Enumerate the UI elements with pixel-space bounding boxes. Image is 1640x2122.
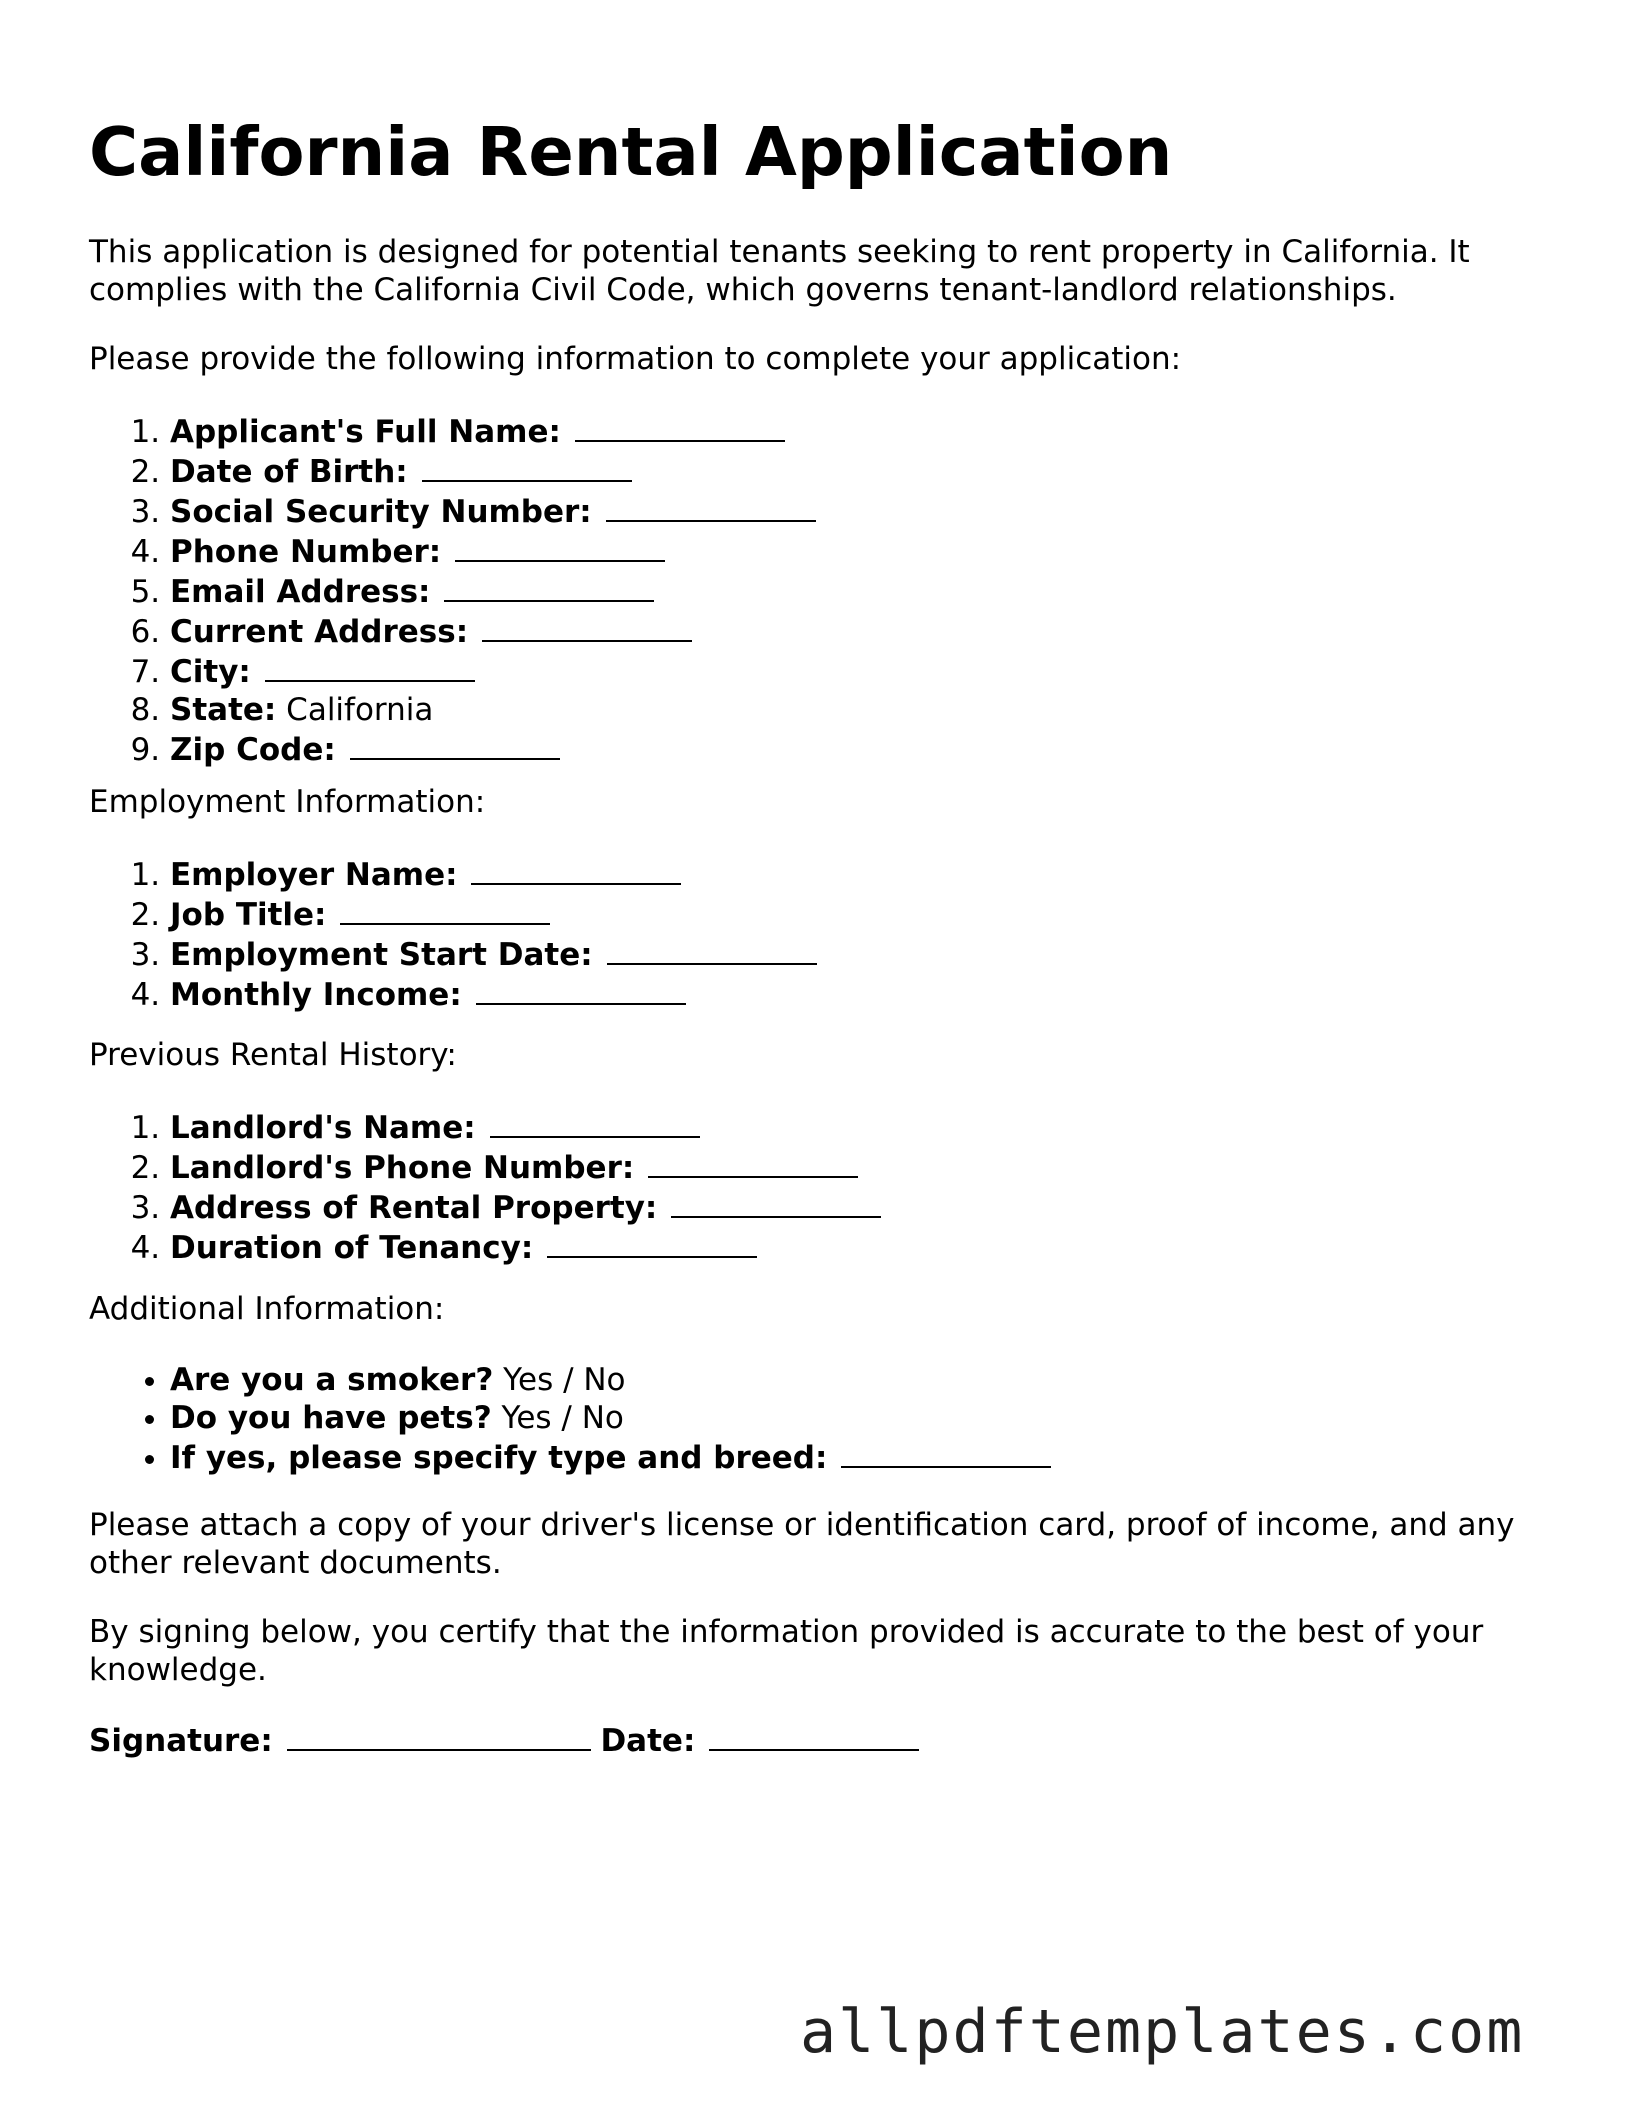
smoker-choice[interactable]: Yes / No [503,1362,626,1398]
date-of-birth-field[interactable] [422,451,632,482]
landlord-name-field[interactable] [490,1107,700,1138]
field-label: Current Address: [170,614,469,650]
field-label: Applicant's Full Name: [170,414,561,450]
rental-history-list [89,1107,881,1267]
field-label: Duration of Tenancy: [170,1230,534,1266]
landlord-phone-field[interactable] [648,1147,858,1178]
field-label: Social Security Number: [170,494,592,530]
field-label: Phone Number: [170,534,442,570]
list-item [170,934,817,974]
list-item [170,1437,1051,1477]
field-label: Date of Birth: [170,454,408,490]
ssn-field[interactable] [606,491,816,522]
pets-choice[interactable]: Yes / No [501,1400,624,1436]
signature-field[interactable] [287,1720,591,1751]
watermark-text: allpdftemplates.com [800,1997,1525,2067]
list-item [170,1187,881,1227]
job-title-field[interactable] [340,894,550,925]
list-item [170,411,816,451]
signature-label: Signature: [89,1723,273,1759]
additional-info-heading: Additional Information: [89,1291,445,1327]
pet-type-breed-field[interactable] [841,1437,1051,1468]
list-item [170,1227,881,1267]
employer-name-field[interactable] [471,854,681,885]
field-label: Monthly Income: [170,977,462,1013]
employment-start-date-field[interactable] [607,934,817,965]
current-address-field[interactable] [482,611,692,642]
list-item [170,1147,881,1187]
personal-info-list [89,411,816,769]
additional-info-list [89,1361,1051,1477]
zip-code-field[interactable] [350,729,560,760]
page-title: California Rental Application [89,113,1173,191]
list-item [170,451,816,491]
list-item [170,1399,1051,1437]
list-item [170,531,816,571]
field-label: Are you a smoker? [170,1362,494,1398]
field-label: Landlord's Phone Number: [170,1150,635,1186]
signature-date-field[interactable] [709,1720,919,1751]
list-item [170,1361,1051,1399]
employment-list [89,854,817,1014]
rental-property-address-field[interactable] [671,1187,881,1218]
certify-note-paragraph: By signing below, you certify that the information provided is accurate to the best of your knowledge. [89,1614,1484,1688]
list-item [170,894,817,934]
attach-note-paragraph: Please attach a copy of your driver's license or identification card, proof of income, and any other relevant documents. [89,1507,1515,1581]
applicant-name-field[interactable] [575,411,785,442]
list-item [170,854,817,894]
field-label: If yes, please specify type and breed: [170,1440,828,1476]
rental-history-heading: Previous Rental History: [89,1037,457,1073]
list-item [170,491,816,531]
field-label: Job Title: [170,897,327,933]
field-label: Landlord's Name: [170,1110,476,1146]
intro-paragraph: This application is designed for potential tenants seeking to rent property in California. It complies with the California Civil Code, which governs tenant-landlord relationships. [89,234,1470,308]
phone-number-field[interactable] [455,531,665,562]
email-address-field[interactable] [444,571,654,602]
date-label: Date: [600,1723,696,1759]
field-label: Do you have pets? [170,1400,492,1436]
list-item [170,729,816,769]
field-label: Email Address: [170,574,431,610]
list-item [170,651,816,691]
monthly-income-field[interactable] [476,974,686,1005]
list-item [170,571,816,611]
list-item [170,1107,881,1147]
signature-line [89,1720,919,1760]
list-item [170,611,816,651]
field-label: State: [170,692,277,728]
state-value: California [286,692,434,728]
field-label: City: [170,654,251,690]
field-label: Address of Rental Property: [170,1190,658,1226]
field-label: Employer Name: [170,857,458,893]
employment-heading: Employment Information: [89,784,486,820]
list-item [170,691,816,729]
instructions-paragraph: Please provide the following information to complete your application: [89,341,1182,377]
list-item [170,974,817,1014]
field-label: Employment Start Date: [170,937,593,973]
tenancy-duration-field[interactable] [547,1227,757,1258]
field-label: Zip Code: [170,732,336,768]
city-field[interactable] [265,651,475,682]
